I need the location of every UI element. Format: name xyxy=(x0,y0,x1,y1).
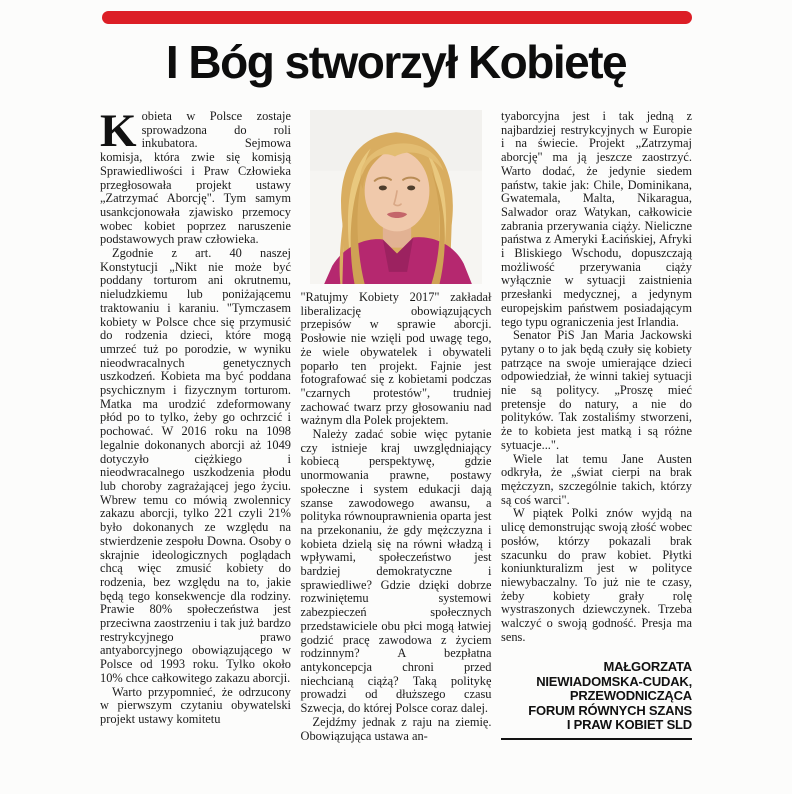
paragraph: W piątek Polki znów wyjdą na ulicę demonstrując swoją złość wobec posłów, którzy pokazali brak szacunku do praw kobiet. Płytki koniunkturalizm jest w polityce niewybaczalny. To już nie te czasy, żeby kobiety grały rolę wystraszonych dziewczynek. Trzeba walczyć o swoją godność. Presja ma sens. xyxy=(501,506,692,644)
paragraph: Warto przypomnieć, że odrzucony w pierwszym czytaniu obywatelski projekt ustawy komitetu xyxy=(100,684,291,726)
column-2 xyxy=(301,110,492,770)
top-red-rule xyxy=(102,11,692,24)
paragraph: Zgodnie z art. 40 naszej Konstytucji „Nikt nie może być poddany torturom ani okrutnemu, nieludzkiemu lub poniżającemu traktowaniu i karaniu. "Tymczasem kobiety w Polsce chce się przymusić do rodzenia dzieci, które mogą umrzeć tuż po porodzie, w wyniku nieodwracalnych genetycznych uszkodzeń. Kobieta ma być poddana psychicznym i fizycznym torturom. Matka ma urodzić zdeformowany płód po to tylko, żeby go ochrzcić i pochować. W 2016 roku na 1098 legalnie dokonanych aborcji aż 1049 dotyczyło ciężkiego i nieodwracalnego uszkodzenia płodu lub choroby zagrażającej jego życiu. Wbrew temu co mówią zwolennicy zakazu aborcji, tylko 221 czyli 21% było dokonanych ze względu na stwierdzenie zespołu Downa. Osoby o skrajnie ideologicznych poglądach chcą więc zmusić kobiety do rodzenia, bez względu na to, jakie będą tego konsekwencje dla rodziny. Prawie 80% społeczeństwa jest przeciwna zaostrzeniu i tak już bardzo restrykcyjnego prawo antyaborcyjnego obowiązującego w Polsce od 1993 roku. Tylko około 10% chce całkowitego zakazu aborcji. xyxy=(100,246,291,685)
signature-line: PRZEWODNICZĄCA xyxy=(569,688,692,704)
portrait-photo xyxy=(310,110,482,284)
paragraph: Senator PiS Jan Maria Jackowski pytany o to jak będą czuły się kobiety patrzące na swoje umierające dzieci odpowiedział, że winni takiej sytuacji nie są politycy. „Proszę mieć pretensje do natury, a nie do polityków. Tak zostaliśmy stworzeni, że to kobieta jest matką i są różne sytuacje...". xyxy=(501,328,692,452)
column-3 xyxy=(501,110,692,770)
article-body xyxy=(100,105,692,770)
signature-line: FORUM RÓWNYCH SZANS xyxy=(528,702,692,718)
drop-cap: K xyxy=(100,105,137,157)
headline: I Bóg stworzył Kobietę xyxy=(165,36,627,88)
paragraph xyxy=(100,105,291,247)
signature-line: I PRAW KOBIET SLD xyxy=(566,717,692,733)
column-1 xyxy=(100,105,291,770)
paragraph: Zejdźmy jednak z raju na ziemię. Obowiązująca ustawa an- xyxy=(300,714,492,743)
portrait-photo-illustration xyxy=(310,110,482,284)
signature-rule xyxy=(501,738,692,740)
paragraph: Należy zadać sobie więc pytanie czy istnieje kraj uwzględniający kobiecą perspektywę, gdzie unormowania prawne, postawy społeczne i system edukacji dają szanse zawodowego awansu, a polityka równouprawnienia oparta jest na przekonaniu, że gdy mężczyzna i kobieta dzielą się na równi władzą i wpływami, społeczeństwo jest bardziej demokratyczne i sprawiedliwe? Gdzie dzięki dobrze rozwiniętemu systemowi zabezpieczeń społecznych przedstawiciele obu płci mogą łatwiej godzić pracę zawodowa z życiem rodzinnym? A bezpłatna antykoncepcja chroni przed niechcianą ciążą? Taką politykę prowadzi od dłuższego czasu Szwecja, do której Polsce coraz dalej. xyxy=(300,427,492,716)
signature-line: NIEWIADOMSKA-CUDAK, xyxy=(536,673,692,689)
paragraph: Wiele lat temu Jane Austen odkryła, że „świat cierpi na brak mężczyzn, szczególnie takich, którzy są coś warci". xyxy=(501,451,692,507)
paragraph: "Ratujmy Kobiety 2017" zakładał liberalizację obowiązujących przepisów w sprawie aborcji. Posłowie nie wzięli pod uwagę tego, że wiele obywatelek i obywateli poparło ten projekt. Fajnie jest fotografować się z kobietami podczas "czarnych protestów", trudniej zachować twarz przy głosowaniu nad ważnym dla Polek projektem. xyxy=(300,290,492,428)
paragraph-text: obieta w Polsce zostaje sprowadzona do roli inkubatora. Sejmowa komisja, która zwie się komisją Sprawiedliwości i Praw Człowieka przegłosowała projekt ustawy „Zatrzymać Aborcję". Tym samym usankcjonowała zjawisko przemocy wobec kobiet poprzez naruszenie podstawowych praw człowieka. xyxy=(100,109,291,247)
paragraph: tyaborcyjna jest i tak jedną z najbardziej restrykcyjnych w Europie i na świecie. Projekt „Zatrzymaj aborcję" ma ją jeszcze zaostrzyć. Warto dodać, że jedynie siedem państw, takie jak: Chile, Dominikana, Gwatemala, Malta, Nikaragua, Salwador oraz Watykan, całkowicie zabrania przerywania ciąży. Nieliczne państwa z Ameryki Łacińskiej, Afryki i Bliskiego Wschodu, dopuszczają możliwość przerywania ciąży wyłącznie w sytuacji zaistnienia przesłanki medycznej, a jedynym europejskim państwem posiadającym tego typu ograniczenia jest Irlandia. xyxy=(501,109,692,329)
author-signature xyxy=(501,660,692,740)
signature-line: MAŁGORZATA xyxy=(603,659,692,675)
